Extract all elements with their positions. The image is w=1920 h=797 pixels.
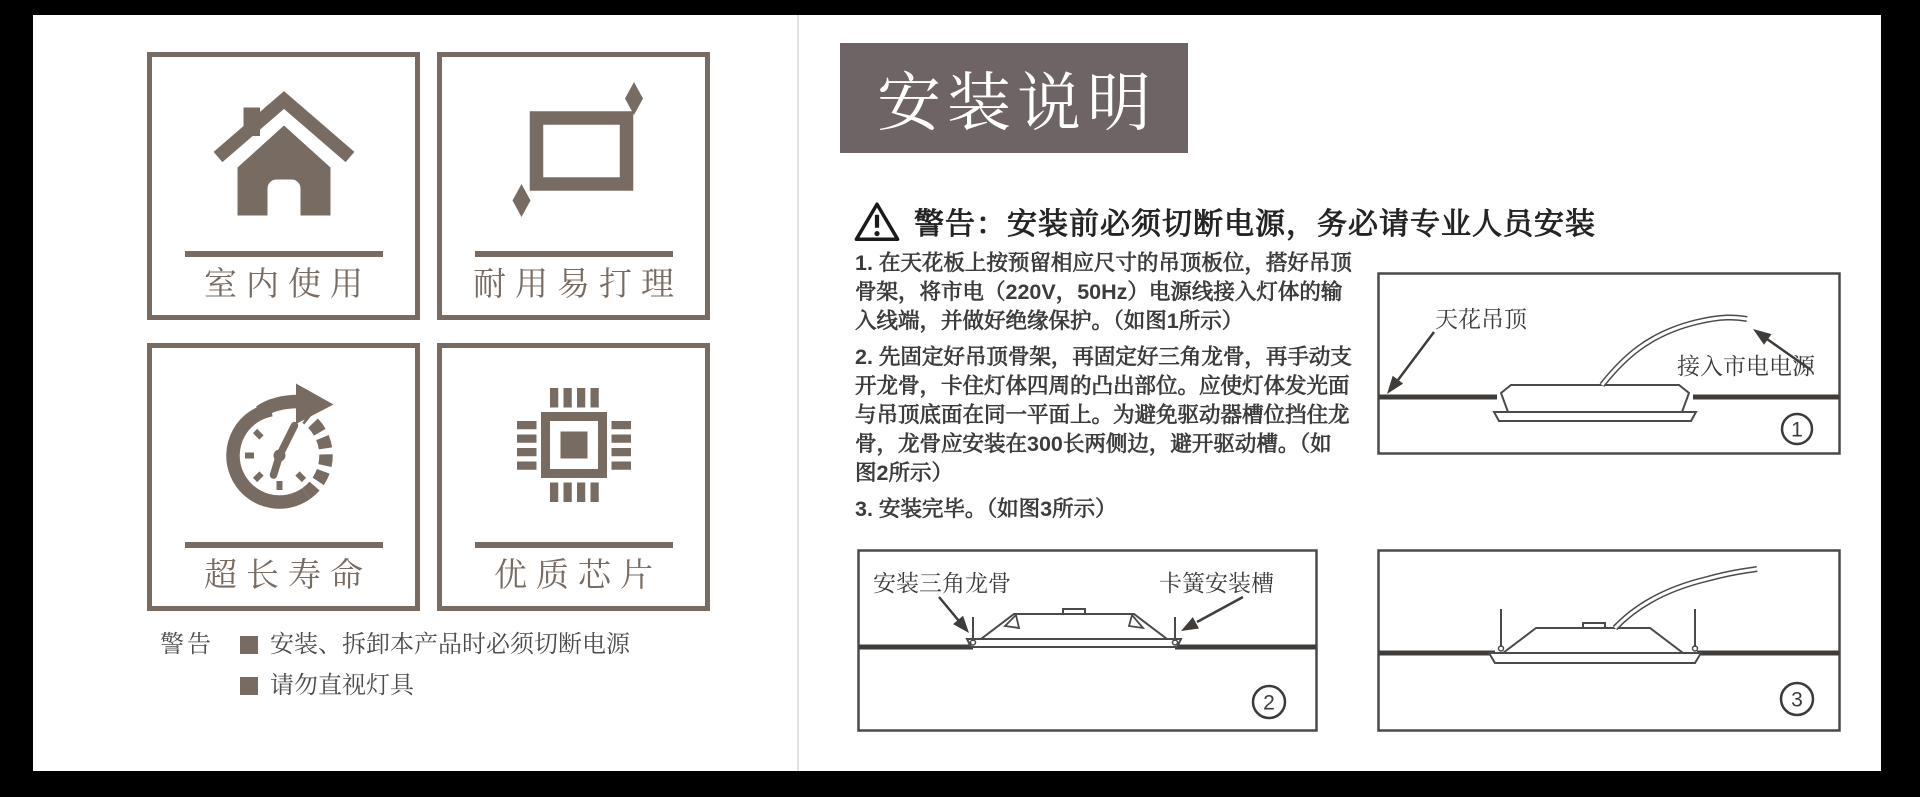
warning-item [240,630,630,660]
install-steps [855,249,1352,531]
warning-item-text: 安装、拆卸本产品时必须切断电源 [270,631,630,658]
step-2: 2. 先固定好吊顶骨架，再固定好三角龙骨，再手动支开龙骨，卡住灯体四周的凸出部位。应使灯体发光面与吊顶底面在同一平面上。为避免驱动器槽位挡住龙骨，龙骨应安装在300长两侧边，避开驱动槽。（如图2所示） [855,345,1352,485]
feature-divider [185,542,383,548]
figure-3 [1377,549,1841,732]
figure-2-number: 2 [1263,691,1275,715]
left-warning-block [160,630,630,701]
figure-3-diagram [1377,549,1841,732]
figure-1-diagram [1377,272,1841,455]
chip-icon [499,370,649,520]
figure-3-number: 3 [1791,688,1803,712]
feature-label: 优质芯片 [494,556,662,593]
feature-label: 室内使用 [204,265,372,302]
figure-1-power-label: 接入市电电源 [1677,353,1815,379]
feature-box-indoor-use [147,52,420,320]
clock-icon [209,370,359,520]
feature-divider [475,542,673,548]
frame-left-bar [0,0,33,797]
feature-label: 耐用易打理 [473,265,683,302]
warning-triangle-icon [853,200,901,243]
warning-item [240,671,630,701]
feature-box-quality-chip [437,343,710,611]
figure-2 [857,549,1318,732]
step-1: 1. 在天花板上按预留相应尺寸的吊顶板位，搭好吊顶骨架，将市电（220V，50Hz）电源线接入灯体的输入线端，并做好绝缘保护。（如图1所示） [855,251,1352,333]
section-title: 安装说明 [840,43,1188,153]
feature-box-long-life [147,343,420,611]
frame-top-bar [0,0,1920,15]
figure-2-diagram [857,549,1318,732]
warning-item-text: 请勿直视灯具 [270,672,414,699]
frame-bottom-bar [0,771,1920,797]
feature-label: 超长寿命 [204,556,372,593]
house-icon [209,79,359,229]
step-3: 3. 安装完毕。（如图3所示） [855,497,1117,521]
feature-box-durable [437,52,710,320]
feature-divider [185,251,383,257]
warning-items [240,630,630,701]
figure-2-slot-label: 卡簧安装槽 [1159,570,1274,596]
warning-label: 警告 [160,631,214,658]
figure-2-keel-label: 安装三角龙骨 [873,570,1011,596]
feature-divider [475,251,673,257]
panel-icon [499,79,649,229]
install-warning-row [853,199,1596,243]
install-warning-text: 警告：安装前必须切断电源，务必请专业人员安装 [914,208,1596,241]
square-bullet-icon [240,677,258,695]
frame-right-bar [1881,0,1920,797]
figure-1-number: 1 [1791,418,1803,442]
figure-1-ceiling-label: 天花吊顶 [1435,306,1527,332]
square-bullet-icon [240,636,258,654]
feature-grid [147,52,710,611]
panel-divider [797,15,799,771]
figure-1 [1377,272,1841,455]
